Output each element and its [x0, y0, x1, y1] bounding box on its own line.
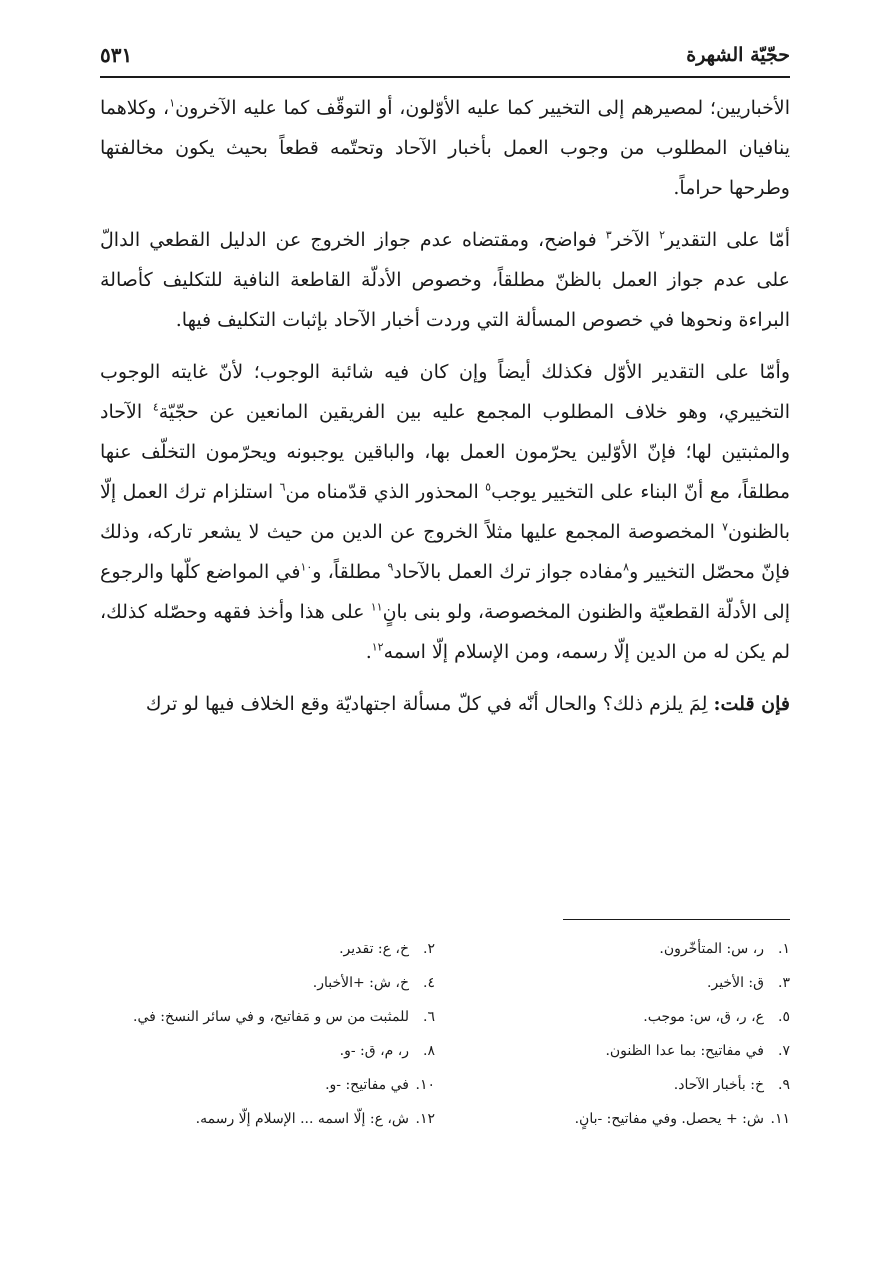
footnote-text: ر، س: المتأخّرون.	[659, 941, 764, 957]
running-title: حجّيّة الشهرة	[686, 44, 790, 66]
footnote-marker[interactable]: ١	[169, 96, 176, 110]
footnote-text: في مفاتيح: -و.	[325, 1077, 409, 1093]
footnote-number: ٣.	[778, 975, 790, 991]
text-segment: وأمّا على التقدير الأوّل فكذلك أيضاً وإن كان فيه شائبة الوجوب؛ لأنّ غايته الوجوب التخييري، وهو خلاف المطلوب المجمع عليه بين الفريقين المانعين عن حجّيّة	[100, 361, 791, 423]
footnote-item	[100, 1108, 435, 1130]
footnote-text: ش، ع: إلّا اسمه ... الإسلام إلّا رسمه.	[195, 1111, 409, 1127]
bold-lead: فإن قلت:	[713, 693, 790, 715]
footnotes	[100, 938, 790, 1130]
footnote-item	[455, 1108, 790, 1130]
paragraph	[100, 684, 790, 724]
text-segment: استلزام ترك العمل إلّا بالظنون	[100, 481, 790, 543]
footnote-text: ر، م، ق: -و.	[339, 1043, 409, 1059]
footnote-number: ٩.	[778, 1077, 790, 1093]
footnote-text: للمثبت من س و مَفاتيح، و في سائر النسخ: في.	[133, 1009, 409, 1025]
text-segment: الآخر	[611, 229, 660, 251]
footnote-number: ٨.	[423, 1043, 435, 1059]
footnote-text: ع، ر، ق، س: موجب.	[643, 1009, 764, 1025]
footnote-text: في مفاتيح: بما عدا الظنون.	[605, 1043, 764, 1059]
footnote-item	[100, 1006, 435, 1028]
text-segment: المخصوصة المجمع عليها مثلاً الخروج عن الدين من حيث لا يشعر تاركه، وذلك فإنّ محصّل التخيير و	[100, 521, 790, 583]
footnote-item	[100, 972, 435, 994]
footnote-marker[interactable]: ١٢	[371, 640, 384, 654]
text-segment: ، وكلاهما ينافيان المطلوب من وجوب العمل بأخبار الآحاد وتحتّمه قطعاً بحيث يكون مخالفتها وطرحها حراماً.	[100, 97, 790, 199]
page-number: ٥٣١	[100, 43, 133, 67]
footnote-number: ١.	[778, 941, 790, 957]
footnote-marker[interactable]: ٩	[387, 560, 394, 574]
paragraph	[100, 352, 790, 672]
footnote-marker[interactable]: ٢	[659, 228, 665, 242]
footnote-number: ٤.	[423, 975, 435, 991]
main-text	[100, 88, 790, 736]
paragraph	[100, 220, 790, 340]
footnote-marker[interactable]: ١٠	[300, 560, 313, 574]
paragraph	[100, 88, 790, 208]
footnote-text: خ: بأخبار الآحاد.	[673, 1077, 764, 1093]
footnote-item	[100, 938, 435, 960]
text-segment: الآحاد والمثبتين لها؛ فإنّ الأوّلين يحرّمون العمل بها، والباقين يوجبونه ويحرّمون التخلّف عنها مطلقاً، مع أنّ البناء على التخيير يوجب	[100, 401, 791, 503]
text-segment: فواضح، ومقتضاه عدم جواز الخروج عن الدليل القطعي الدالّ على عدم جواز العمل بالظنّ مطلقاً، وخصوص الأدلّة القاطعة النافية للتكليف كأصالة البراءة ونحوها في خصوص المسألة التي وردت أخبار الآحاد بإثبات التكليف فيها.	[100, 229, 790, 331]
footnote-text: خ، ش: +الأخبار.	[312, 975, 409, 991]
footnote-number: ١٠.	[415, 1077, 435, 1093]
footnote-item	[455, 1040, 790, 1062]
footnote-text: ش: + يحصل. وفي مفاتيح: -بانٍ.	[574, 1111, 764, 1127]
footnote-marker[interactable]: ٧	[722, 520, 729, 534]
footnote-marker[interactable]: ٨	[623, 560, 630, 574]
footnote-number: ٧.	[778, 1043, 790, 1059]
page-header	[100, 38, 790, 72]
footnote-marker[interactable]: ٥	[485, 480, 492, 494]
footnote-item	[455, 938, 790, 960]
text-segment: في المواضع كلّها والرجوع إلى الأدلّة القطعيّة والظنون المخصوصة، ولو بنى بانٍ	[100, 561, 791, 623]
footnote-item	[100, 1040, 435, 1062]
footnote-item	[455, 1074, 790, 1096]
footnote-marker[interactable]: ٦	[279, 480, 286, 494]
footnote-marker[interactable]: ١١	[370, 600, 383, 614]
footnote-item	[455, 1006, 790, 1028]
text-segment: على هذا وأخذ فقهه وحصّله كذلك، لم يكن له من الدين إلّا رسمه، ومن الإسلام إلّا اسمه	[100, 601, 790, 663]
text-segment: المحذور الذي قدّمناه من	[285, 481, 486, 503]
footnote-marker[interactable]: ٤	[152, 400, 159, 414]
footnote-item	[455, 972, 790, 994]
text-segment: .	[365, 641, 372, 663]
footnote-item	[100, 1074, 435, 1096]
footnote-number: ٦.	[423, 1009, 435, 1025]
footnote-text: خ، ع: تقدير.	[339, 941, 409, 957]
text-segment: لِمَ يلزم ذلك؟ والحال أنّه في كلّ مسألة اجتهاديّة وقع الخلاف فيها لو ترك	[145, 693, 714, 715]
footnote-number: ١٢.	[415, 1111, 435, 1127]
footnote-text: ق: الأخير.	[707, 975, 764, 991]
header-divider	[100, 76, 790, 78]
footnote-number: ٥.	[778, 1009, 790, 1025]
text-segment: مفاده جواز ترك العمل بالآحاد	[393, 561, 624, 583]
footnote-number: ٢.	[423, 941, 435, 957]
text-segment: مطلقاً، و	[312, 561, 388, 583]
footnote-marker[interactable]: ٣	[605, 228, 612, 242]
text-segment: الأخباريين؛ لمصيرهم إلى التخيير كما عليه الأوّلون، أو التوقّف كما عليه الآخرون	[175, 97, 790, 119]
text-segment: أمّا على التقدير	[664, 229, 790, 251]
footnote-divider	[563, 919, 790, 920]
footnote-number: ١١.	[770, 1111, 790, 1127]
